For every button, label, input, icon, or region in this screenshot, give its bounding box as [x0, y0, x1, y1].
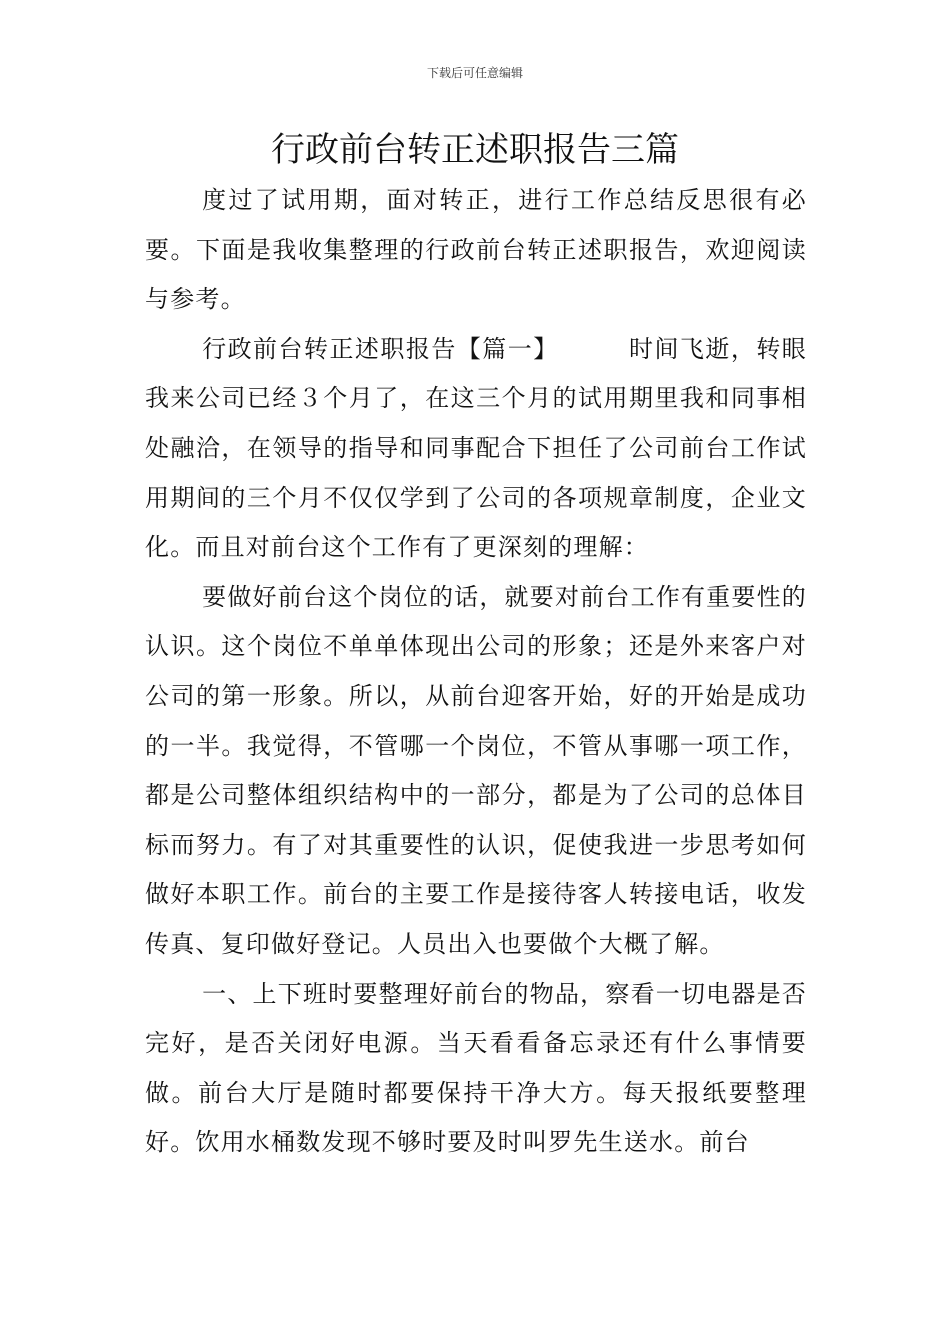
section-heading: 行政前台转正述职报告【篇一】: [202, 334, 559, 363]
section-one-paragraph: [145, 325, 807, 573]
page-header-note: 下载后可任意编辑: [426, 66, 523, 80]
intro-paragraph: 度过了试用期，面对转正，进行工作总结反思很有必要。下面是我收集整理的行政前台转正述职报告，欢迎阅读与参考。: [145, 186, 807, 314]
document-title: 行政前台转正述职报告三篇: [271, 130, 679, 170]
importance-paragraph: 要做好前台这个岗位的话，就要对前台工作有重要性的认识。这个岗位不单单体现出公司的形象；还是外来客户对公司的第一形象。所以，从前台迎客开始，好的开始是成功的一半。我觉得，不管哪一个岗位，不管从事哪一项工作，都是公司整体组织结构中的一部分，都是为了公司的总体目标而努力。有了对其重要性的认识，促使我进一步思考如何做好本职工作。前台的主要工作是接待客人转接电话，收发传真、复印做好登记。人员出入也要做个大概了解。: [145, 582, 807, 958]
section-one-text: 时间飞逝，转眼我来公司已经３个月了，在这三个月的试用期里我和同事相处融洽，在领导的指导和同事配合下担任了公司前台工作试用期间的三个月不仅仅学到了公司的各项规章制度，企业文化。而且对前台这个工作有了更深刻的理解：: [145, 334, 807, 562]
document-body: [145, 176, 807, 1168]
duties-paragraph: 一、上下班时要整理好前台的物品，察看一切电器是否完好，是否关闭好电源。当天看看备忘录还有什么事情要做。前台大厅是随时都要保持干净大方。每天报纸要整理好。饮用水桶数发现不够时要及时叫罗先生送水。前台: [145, 979, 807, 1157]
